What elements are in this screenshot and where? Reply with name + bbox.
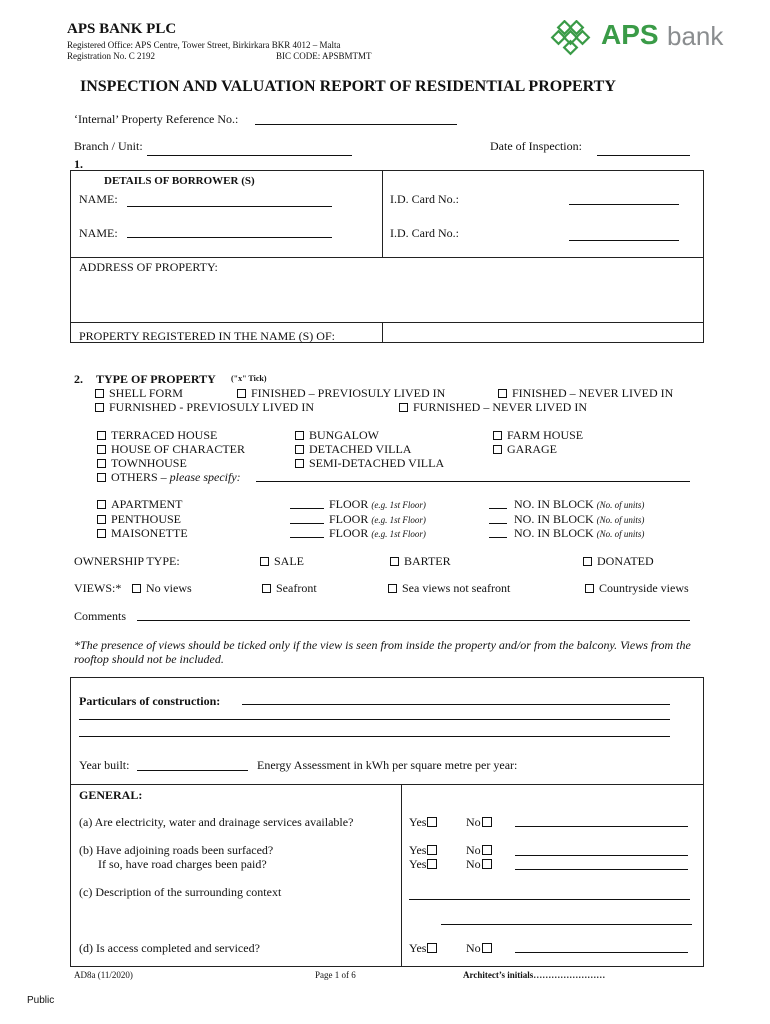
checkbox-icon xyxy=(237,389,246,398)
checkbox-icon xyxy=(482,817,492,827)
checkbox-icon xyxy=(97,515,106,524)
question-b2-yes[interactable]: Yes xyxy=(409,857,437,872)
branch-field[interactable] xyxy=(147,155,352,156)
property-type-heading: TYPE OF PROPERTY xyxy=(96,372,216,386)
checkbox-icon xyxy=(97,459,106,468)
option-finished-lived[interactable]: FINISHED – PREVIOSULY LIVED IN xyxy=(237,386,445,401)
checkbox-icon xyxy=(97,529,106,538)
question-b1-yes[interactable]: Yes xyxy=(409,843,437,858)
checkbox-icon xyxy=(482,943,492,953)
option-finished-never[interactable]: FINISHED – NEVER LIVED IN xyxy=(498,386,673,401)
floor-label-3: FLOOR (e.g. 1st Floor) xyxy=(329,526,426,540)
borrower-divider xyxy=(382,170,383,257)
ownership-barter[interactable]: BARTER xyxy=(390,554,451,569)
checkbox-icon xyxy=(498,389,507,398)
name-label-1: NAME: xyxy=(79,192,118,206)
question-a: (a) Are electricity, water and drainage services available? xyxy=(79,815,354,829)
internal-ref-label: ‘Internal’ Property Reference No.: xyxy=(74,112,239,126)
section2-number: 2. xyxy=(74,372,83,386)
general-heading: GENERAL: xyxy=(79,788,143,802)
logo-mark-icon xyxy=(549,20,601,56)
registration-no: Registration No. C 2192 xyxy=(67,51,155,61)
question-b2-no[interactable]: No xyxy=(466,857,492,872)
checkbox-icon xyxy=(482,845,492,855)
question-c: (c) Description of the surrounding context xyxy=(79,885,282,899)
property-type-note: ("x" Tick) xyxy=(231,374,267,383)
option-furnished-lived[interactable]: FURNISHED - PREVIOSULY LIVED IN xyxy=(95,400,314,415)
option-penthouse[interactable]: PENTHOUSE xyxy=(97,512,181,527)
question-d-no[interactable]: No xyxy=(466,941,492,956)
year-built-field[interactable] xyxy=(137,770,248,771)
name-label-2: NAME: xyxy=(79,226,118,240)
option-semi-detached-villa[interactable]: SEMI-DETACHED VILLA xyxy=(295,456,444,471)
floor-field-1[interactable] xyxy=(290,508,324,509)
general-col-divider xyxy=(401,784,402,967)
others-specify-field[interactable] xyxy=(256,481,690,482)
borrower-heading: DETAILS OF BORROWER (S) xyxy=(104,175,255,187)
id-card-label-1: I.D. Card No.: xyxy=(390,192,459,206)
particulars-field-2[interactable] xyxy=(79,719,670,720)
checkbox-icon xyxy=(399,403,408,412)
question-c-field-2[interactable] xyxy=(441,924,692,925)
floor-label-2: FLOOR (e.g. 1st Floor) xyxy=(329,512,426,526)
option-garage[interactable]: GARAGE xyxy=(493,442,557,457)
views-countryside[interactable]: Countryside views xyxy=(585,581,689,596)
block-field-2[interactable] xyxy=(489,523,507,524)
question-d-remarks[interactable] xyxy=(515,952,688,953)
checkbox-icon xyxy=(493,431,502,440)
particulars-field-3[interactable] xyxy=(79,736,670,737)
section1-number: 1. xyxy=(74,157,83,171)
id-card-field-2[interactable] xyxy=(569,240,679,241)
architect-initials: Architect’s initials…………………… xyxy=(463,970,606,980)
checkbox-icon xyxy=(427,859,437,869)
question-a-yes[interactable]: Yes xyxy=(409,815,437,830)
registered-col-divider xyxy=(382,322,383,343)
option-farm-house[interactable]: FARM HOUSE xyxy=(493,428,583,443)
checkbox-icon xyxy=(97,473,106,482)
id-card-label-2: I.D. Card No.: xyxy=(390,226,459,240)
views-sea-not-seafront[interactable]: Sea views not seafront xyxy=(388,581,510,596)
checkbox-icon xyxy=(295,459,304,468)
question-b1: (b) Have adjoining roads been surfaced? xyxy=(79,843,274,857)
question-d-yes[interactable]: Yes xyxy=(409,941,437,956)
block-field-3[interactable] xyxy=(489,537,507,538)
company-name: APS BANK PLC xyxy=(67,21,177,37)
year-built-label: Year built: xyxy=(79,758,130,772)
checkbox-icon xyxy=(132,584,141,593)
checkbox-icon xyxy=(95,403,104,412)
date-field[interactable] xyxy=(597,155,690,156)
checkbox-icon xyxy=(482,859,492,869)
checkbox-icon xyxy=(493,445,502,454)
general-divider xyxy=(70,784,704,785)
views-note: *The presence of views should be ticked only if the view is seen from inside the property and/or from the balcony. Views from the rooftop should not be included. xyxy=(74,638,691,666)
checkbox-icon xyxy=(295,431,304,440)
checkbox-icon xyxy=(295,445,304,454)
question-b2: If so, have road charges been paid? xyxy=(98,857,267,871)
comments-field[interactable] xyxy=(137,620,690,621)
address-divider xyxy=(70,257,704,258)
block-label-2: NO. IN BLOCK (No. of units) xyxy=(514,512,645,526)
checkbox-icon xyxy=(583,557,592,566)
option-others[interactable]: OTHERS – please specify: xyxy=(97,470,241,485)
option-terraced-house[interactable]: TERRACED HOUSE xyxy=(97,428,217,443)
checkbox-icon xyxy=(427,817,437,827)
address-label: ADDRESS OF PROPERTY: xyxy=(79,260,218,274)
option-apartment[interactable]: APARTMENT xyxy=(97,497,183,512)
registered-divider xyxy=(70,322,704,323)
checkbox-icon xyxy=(260,557,269,566)
checkbox-icon xyxy=(97,431,106,440)
branch-label: Branch / Unit: xyxy=(74,139,143,153)
energy-assessment-label: Energy Assessment in kWh per square metre per year: xyxy=(257,758,518,772)
views-none[interactable]: No views xyxy=(132,581,192,596)
question-b2-remarks[interactable] xyxy=(515,869,688,870)
checkbox-icon xyxy=(388,584,397,593)
checkbox-icon xyxy=(97,500,106,509)
option-townhouse[interactable]: TOWNHOUSE xyxy=(97,456,187,471)
views-seafront[interactable]: Seafront xyxy=(262,581,317,596)
option-bungalow[interactable]: BUNGALOW xyxy=(295,428,379,443)
question-d: (d) Is access completed and serviced? xyxy=(79,941,260,955)
option-furnished-never[interactable]: FURNISHED – NEVER LIVED IN xyxy=(399,400,587,415)
page-title: INSPECTION AND VALUATION REPORT OF RESIDENTIAL PROPERTY xyxy=(80,78,616,95)
question-b1-no[interactable]: No xyxy=(466,843,492,858)
name-field-2[interactable] xyxy=(127,237,332,238)
floor-field-2[interactable] xyxy=(290,523,324,524)
block-label-3: NO. IN BLOCK (No. of units) xyxy=(514,526,645,540)
question-a-remarks[interactable] xyxy=(515,826,688,827)
particulars-field-1[interactable] xyxy=(242,704,670,705)
checkbox-icon xyxy=(427,845,437,855)
block-field-1[interactable] xyxy=(489,508,507,509)
question-b1-remarks[interactable] xyxy=(515,855,688,856)
bic-code: BIC CODE: APSBMTMT xyxy=(276,51,372,61)
name-field-1[interactable] xyxy=(127,206,332,207)
views-label: VIEWS:* xyxy=(74,581,122,595)
particulars-label: Particulars of construction: xyxy=(79,694,221,708)
checkbox-icon xyxy=(95,389,104,398)
internal-ref-field[interactable] xyxy=(255,124,457,125)
date-label: Date of Inspection: xyxy=(490,139,582,153)
option-detached-villa[interactable]: DETACHED VILLA xyxy=(295,442,411,457)
page-number: Page 1 of 6 xyxy=(315,970,356,980)
checkbox-icon xyxy=(390,557,399,566)
ownership-sale[interactable]: SALE xyxy=(260,554,304,569)
aps-bank-logo xyxy=(549,18,725,58)
floor-field-3[interactable] xyxy=(290,537,324,538)
checkbox-icon xyxy=(262,584,271,593)
block-label-1: NO. IN BLOCK (No. of units) xyxy=(514,497,645,511)
option-maisonette[interactable]: MAISONETTE xyxy=(97,526,188,541)
option-shell-form[interactable]: SHELL FORM xyxy=(95,386,183,401)
registered-name-label: PROPERTY REGISTERED IN THE NAME (S) OF: xyxy=(79,329,335,343)
ownership-donated[interactable]: DONATED xyxy=(583,554,654,569)
floor-label-1: FLOOR (e.g. 1st Floor) xyxy=(329,497,426,511)
id-card-field-1[interactable] xyxy=(569,204,679,205)
checkbox-icon xyxy=(97,445,106,454)
logo-aps-text: APS xyxy=(601,19,659,50)
form-code: AD8a (11/2020) xyxy=(74,970,133,980)
registered-office: Registered Office: APS Centre, Tower Street, Birkirkara BKR 4012 – Malta xyxy=(67,40,341,50)
comments-label: Comments xyxy=(74,609,127,623)
classification-label: Public xyxy=(27,995,55,1006)
ownership-type-label: OWNERSHIP TYPE: xyxy=(74,554,180,568)
logo-bank-text: bank xyxy=(667,21,724,51)
option-house-of-character[interactable]: HOUSE OF CHARACTER xyxy=(97,442,245,457)
checkbox-icon xyxy=(585,584,594,593)
question-a-no[interactable]: No xyxy=(466,815,492,830)
checkbox-icon xyxy=(427,943,437,953)
question-c-field-1[interactable] xyxy=(409,899,690,900)
